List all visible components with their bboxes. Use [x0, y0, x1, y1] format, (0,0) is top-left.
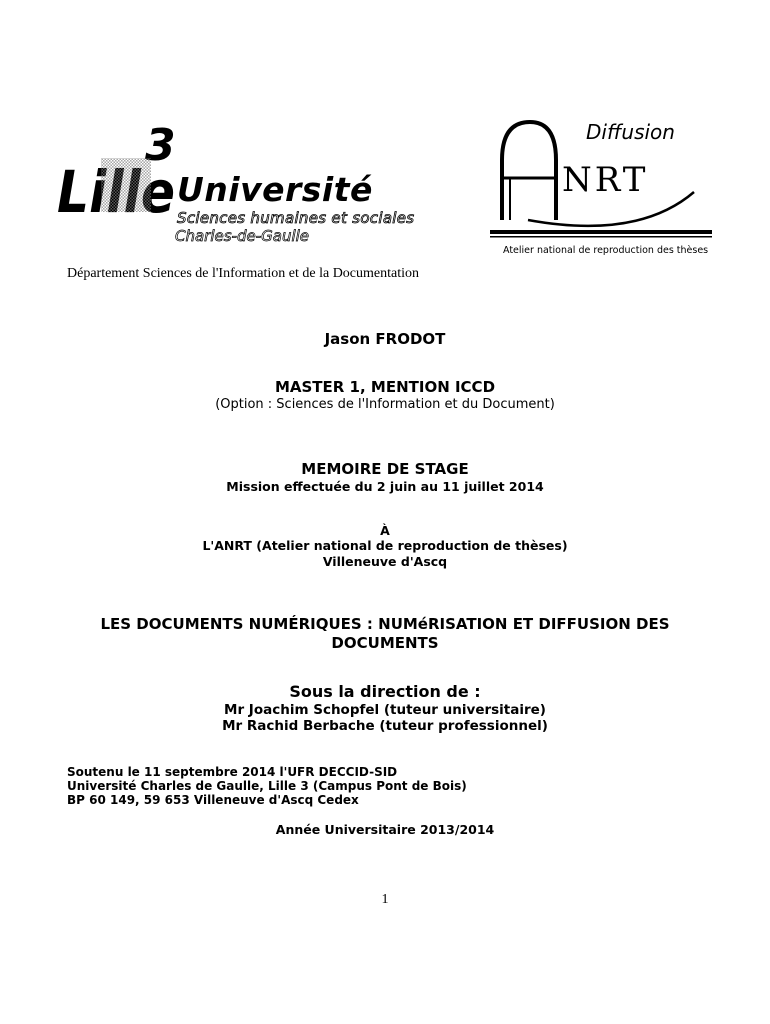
- lille-subtitle: Sciences humaines et sociales: [177, 209, 415, 227]
- page-number: 1: [381, 892, 389, 907]
- tutor-university: Mr Joachim Schopfel (tuteur universitaire): [224, 702, 546, 718]
- host-city: Villeneuve d'Ascq: [322, 554, 448, 569]
- anrt-caption: Atelier national de reproduction des thèses: [503, 245, 709, 256]
- anrt-logo: [488, 112, 718, 262]
- lille-wordmark-graphic: [55, 118, 185, 218]
- degree-title: MASTER 1, MENTION ICCD: [274, 378, 496, 396]
- thesis-title: LES DOCUMENTS NUMÉRIQUES : NUMéRISATION ET DIFFUSION DES DOCUMENTS: [100, 615, 670, 652]
- supervision-heading: Sous la direction de :: [289, 682, 481, 701]
- tutor-professional: Mr Rachid Berbache (tuteur professionnel): [222, 718, 548, 734]
- mission-dates: Mission effectuée du 2 juin au 11 juillet 2014: [226, 479, 544, 494]
- lille-wordmark: Lille: [57, 158, 175, 218]
- host-prefix: À: [380, 523, 390, 538]
- degree-option: (Option : Sciences de l'Information et du Document): [215, 397, 555, 412]
- academic-year: Année Universitaire 2013/2014: [275, 822, 495, 837]
- defense-line: Soutenu le 11 septembre 2014 l'UFR DECCID-SID: [67, 765, 398, 779]
- defense-line: Université Charles de Gaulle, Lille 3 (Campus Pont de Bois): [67, 779, 467, 793]
- memoire-title: MEMOIRE DE STAGE: [301, 460, 469, 478]
- defense-line: BP 60 149, 59 653 Villeneuve d'Ascq Cedex: [67, 793, 359, 807]
- anrt-diffusion-text: Diffusion: [586, 120, 675, 144]
- department-name: Département Sciences de l'Information et de la Documentation: [67, 266, 420, 281]
- lille-place: Charles-de-Gaulle: [175, 227, 310, 245]
- lille3-logo: [55, 118, 435, 248]
- lille-university-name: Université: [177, 170, 373, 209]
- anrt-nrt-text: NRT: [562, 160, 649, 200]
- author-name: Jason FRODOT: [324, 330, 446, 348]
- lille-number: 3: [145, 120, 176, 171]
- anrt-letter: [508, 142, 509, 143]
- host-name: L'ANRT (Atelier national de reproduction de thèses): [202, 538, 568, 553]
